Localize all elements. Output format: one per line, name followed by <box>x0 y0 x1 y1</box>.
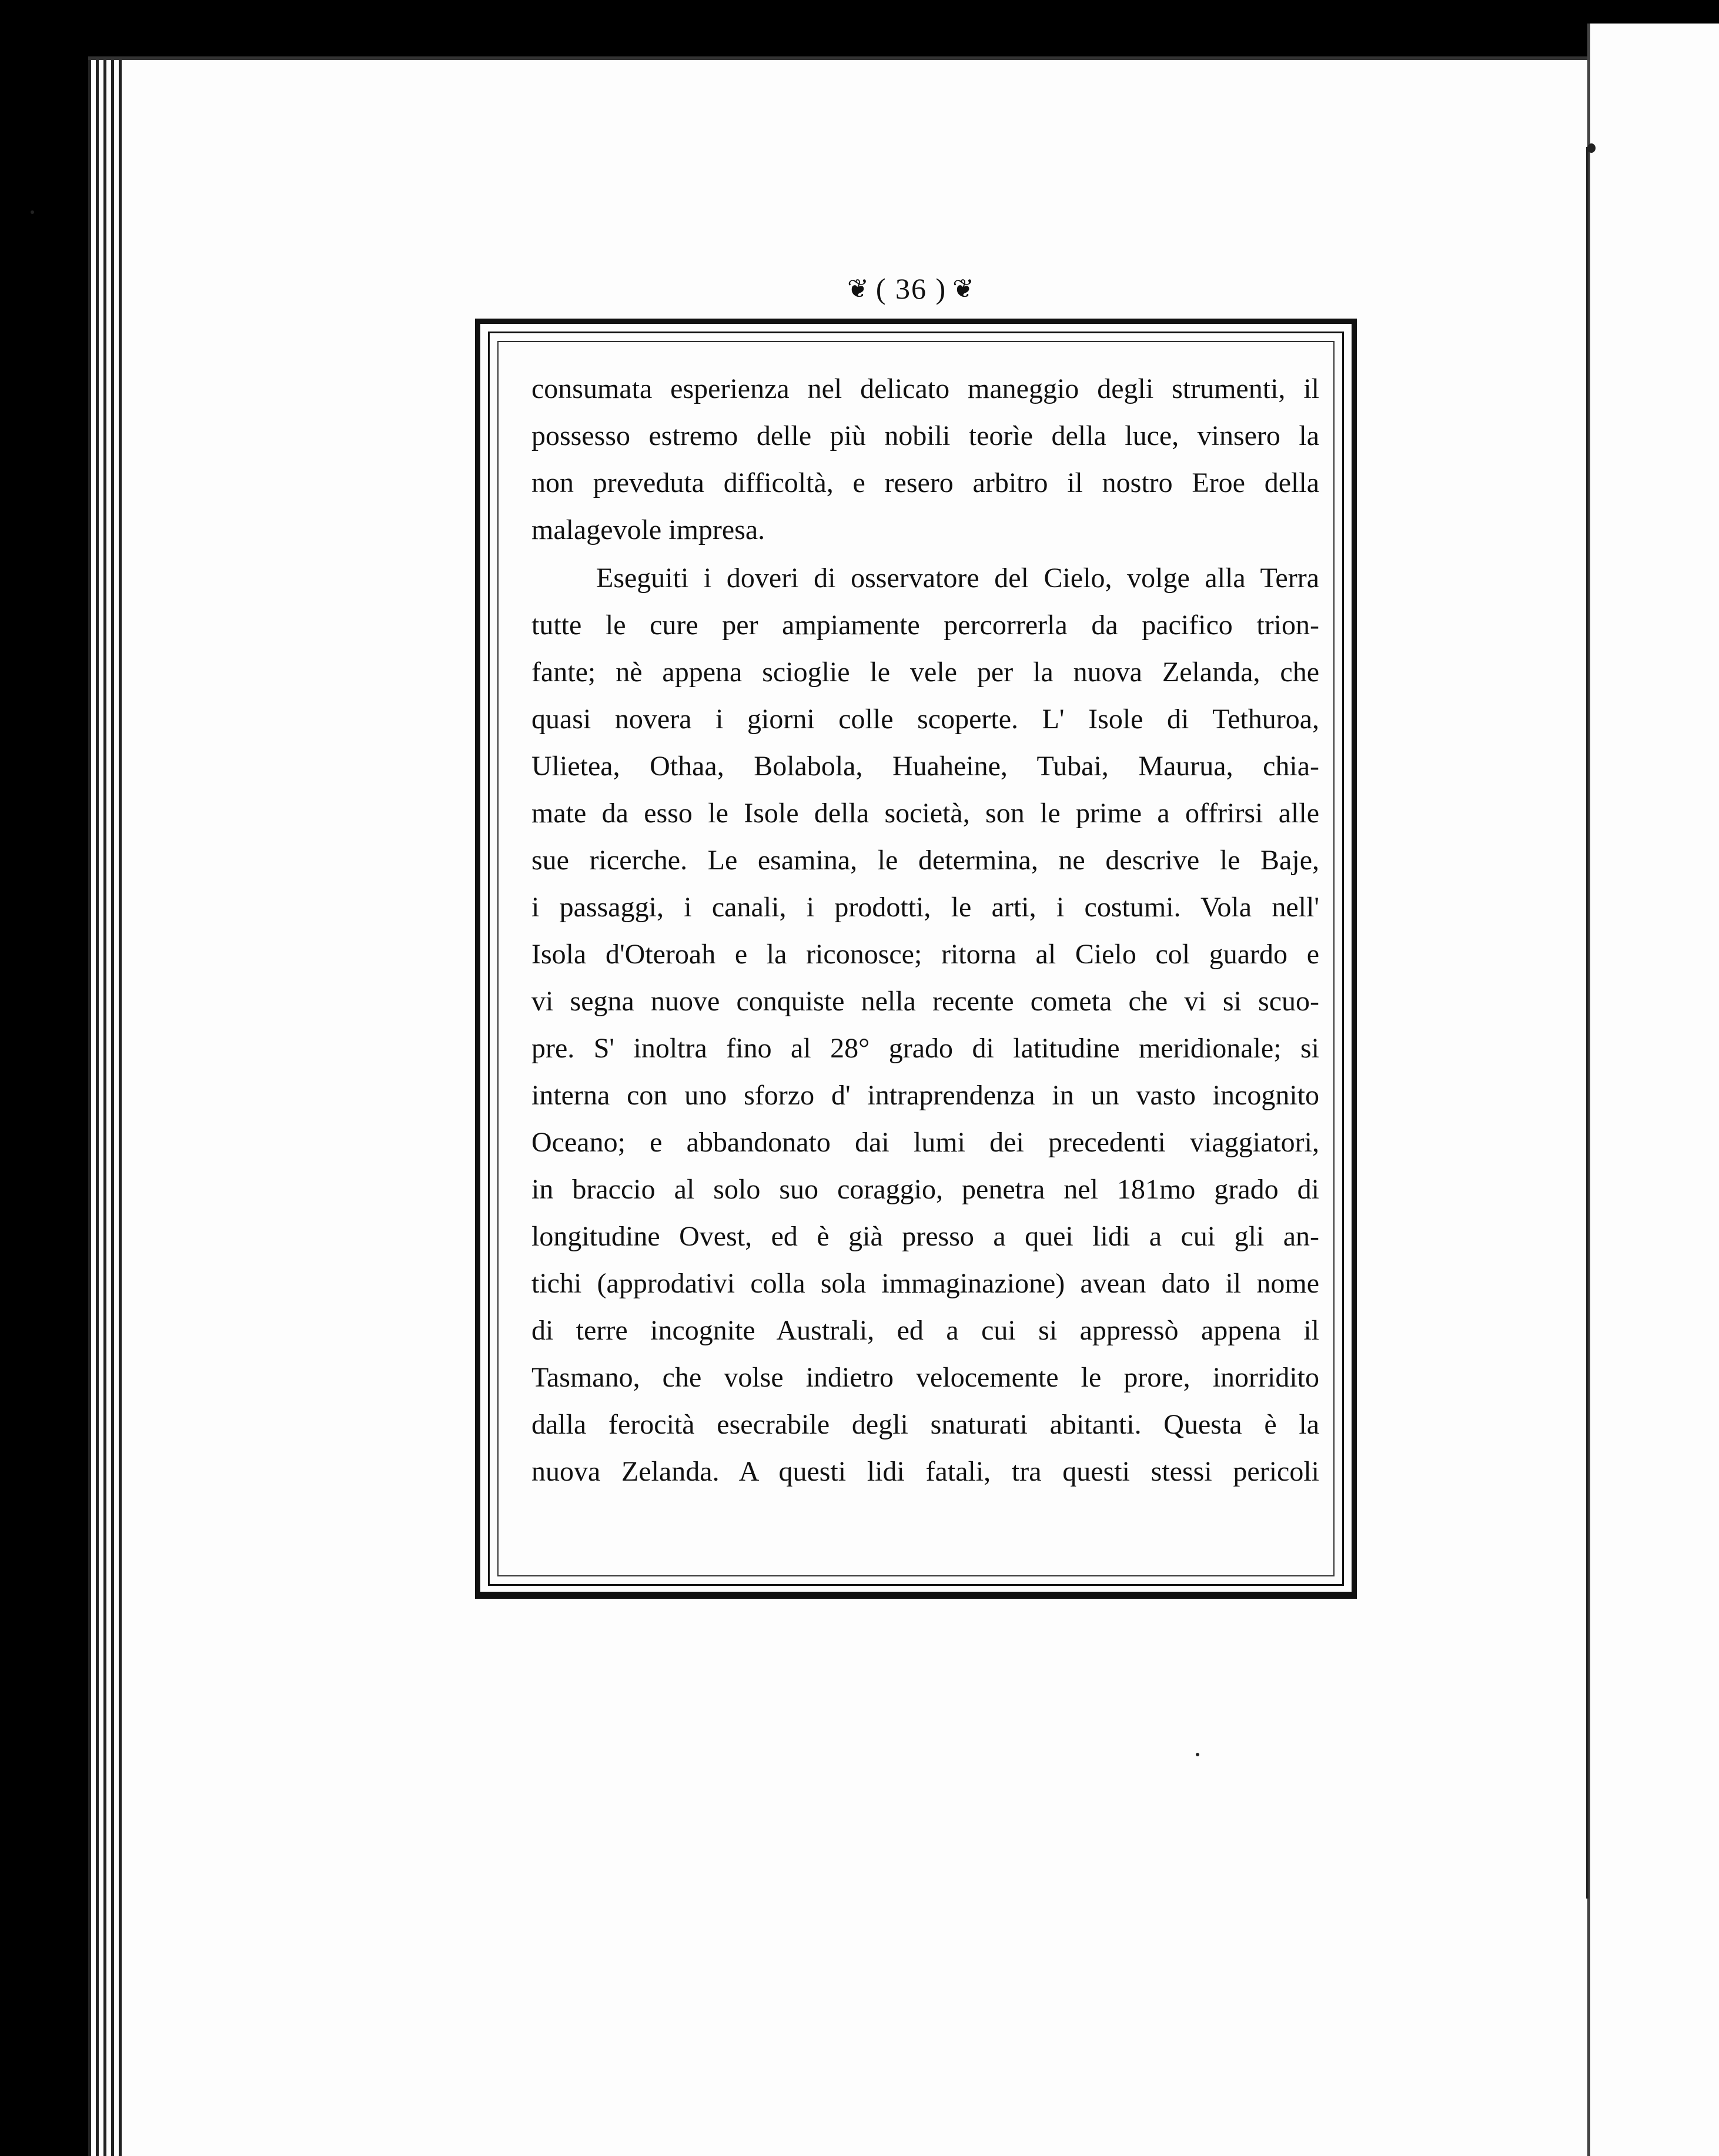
text-line: Ulietea, Othaa, Bolabola, Huaheine, Tubai, Maurua, chia- <box>531 751 1319 782</box>
text-line: longitudine Ovest, ed è già presso a quei lidi a cui gli an- <box>531 1221 1319 1252</box>
body-text <box>531 366 1319 1495</box>
text-line: di terre incognite Australi, ed a cui si appressò appena il <box>531 1315 1319 1346</box>
page-header <box>811 268 1011 309</box>
page-top-edge <box>88 56 1590 60</box>
text-line: pre. S' inoltra fino al 28° grado di latitudine meridionale; si <box>531 1033 1319 1064</box>
text-line: quasi novera i giorni colle scoperte. L' Isole di Tethuroa, <box>531 704 1319 735</box>
ink-speck <box>1587 143 1596 153</box>
text-line: fante; nè appena scioglie le vele per la nuova Zelanda, che <box>531 657 1319 688</box>
right-ornament-icon: ❦ <box>952 274 976 303</box>
facing-page-margin <box>1590 24 1719 2156</box>
ink-speck <box>31 210 34 214</box>
text-line: tutte le cure per ampiamente percorrerla da pacifico trion- <box>531 610 1319 641</box>
text-line: consumata esperienza nel delicato maneggio degli strumenti, il <box>531 373 1319 404</box>
text-line: Oceano; e abbandonato dai lumi dei precedenti viaggiatori, <box>531 1127 1319 1158</box>
text-line: dalla ferocità esecrabile degli snaturati abitanti. Questa è la <box>531 1409 1319 1440</box>
text-line: interna con uno sforzo d' intraprendenza in un vasto incognito <box>531 1080 1319 1111</box>
text-line: nuova Zelanda. A questi lidi fatali, tra questi stessi pericoli <box>531 1456 1319 1487</box>
page-number: ( 36 ) <box>875 272 947 305</box>
text-line: sue ricerche. Le esamina, le determina, ne descrive le Baje, <box>531 845 1319 876</box>
page-right-rule <box>1586 147 1588 1899</box>
binding-edge <box>88 56 123 2156</box>
text-line: malagevole impresa. <box>531 514 765 545</box>
text-line: in braccio al solo suo coraggio, penetra nel 181mo grado di <box>531 1174 1319 1205</box>
text-line: Tasmano, che volse indietro velocemente le prore, inorridito <box>531 1362 1319 1393</box>
text-line: tichi (approdativi colla sola immaginazione) avean dato il nome <box>531 1268 1319 1299</box>
text-line: vi segna nuove conquiste nella recente cometa che vi si scuo- <box>531 986 1319 1017</box>
left-ornament-icon: ❦ <box>847 274 870 303</box>
ink-speck <box>1196 1753 1199 1756</box>
text-line: i passaggi, i canali, i prodotti, le arti, i costumi. Vola nell' <box>531 892 1319 923</box>
text-line: Isola d'Oteroah e la riconosce; ritorna al Cielo col guardo e <box>531 939 1319 970</box>
text-line: mate da esso le Isole della società, son le prime a offrirsi alle <box>531 798 1319 829</box>
text-line: Eseguiti i doveri di osservatore del Cielo, volge alla Terra <box>596 563 1319 594</box>
text-line: non preveduta difficoltà, e resero arbitro il nostro Eroe della <box>531 467 1319 498</box>
text-line: possesso estremo delle più nobili teorìe della luce, vinsero la <box>531 420 1319 451</box>
